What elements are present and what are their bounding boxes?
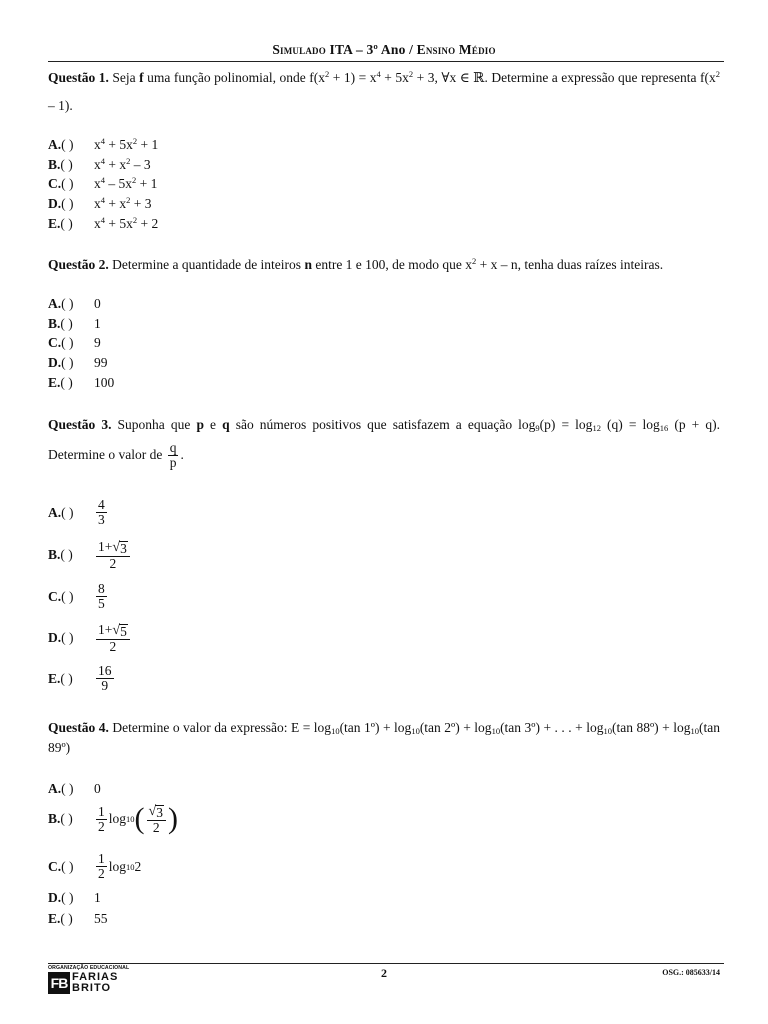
- option-1a[interactable]: A.( ) $x^4 + 5x^2 + 1$: [48, 135, 159, 152]
- option-2b[interactable]: B.( ) 1: [48, 315, 101, 331]
- footer-rule: [48, 963, 724, 964]
- question-2-text: Questão 2. Determine a quantidade de inteiros n entre 1 e 100, de modo que $x^2 + x - n$, tenha duas raízes inteiras.: [48, 256, 664, 272]
- option-2e[interactable]: E.( ) 100: [48, 375, 115, 391]
- question-1-text: Questão 1. Seja f uma função polinomial, onde $f(x^2 + 1) = x^4 + 5x^2 + 3$, ∀x ∈ ℝ. Determine a expressão que representa $f(x^2 - 1)$.: [48, 69, 720, 113]
- page-number: 2: [381, 966, 387, 980]
- question-1-options: [48, 135, 158, 234]
- option-4b[interactable]: B.( ) $\frac{1}{2}$ log 10 ( √ 3 2 ): [48, 802, 178, 836]
- option-1b[interactable]: B.( ) $x^4 + x^2 - 3$: [48, 155, 151, 172]
- header-rule: [48, 61, 724, 62]
- option-3a[interactable]: A.( ) $\frac{4}{3}$: [48, 497, 105, 528]
- fraction-q-over-p: $\frac{q}{p}$: [169, 440, 177, 471]
- osg-code: OSG.: 085633/14: [662, 968, 720, 977]
- page-header-title: Simulado ITA – 3º Ano / Ensino Médio: [272, 42, 496, 57]
- option-4c[interactable]: C.( ) $\frac{1}{2}$ log 10 2: [48, 851, 142, 882]
- question-3-text: Questão 3. Suponha que p e q são números positivos que satisfazem a equação $\log_9(p) = \log_{12} (q) = \log_{16} (p + q)$. Determine o valor de $\frac{q}{p}$ .: [48, 417, 720, 471]
- option-1d[interactable]: D.( ) $x^4 + x^2 + 3$: [48, 195, 152, 212]
- option-3e[interactable]: E.( ) $\frac{16}{9}$: [48, 663, 112, 694]
- option-3c[interactable]: C.( ) $\frac{8}{5}$: [48, 581, 105, 612]
- option-2a[interactable]: A.( ) 0: [48, 295, 101, 311]
- option-3b[interactable]: B.( ) 1+ √ 3 2: [48, 540, 132, 571]
- option-3d[interactable]: D.( ) 1+ √ 5 2: [48, 623, 132, 654]
- option-4e[interactable]: E.( ) 55: [48, 911, 108, 926]
- question-4-text: Questão 4. Determine o valor da expressão: $E = \log_{10}(\tan$ 1º) + $\log_{10}(\tan$ 2º) + $\log_{10}(\tan$ 3º) + . . . + $\log_{10}(\tan$ 88º) + $\log_{10}(\tan$ 89º): [48, 720, 720, 755]
- question-2-options: [48, 294, 114, 393]
- option-2c[interactable]: C.( ) 9: [48, 335, 101, 351]
- option-1e[interactable]: E.( ) $x^4 + 5x^2 + 2$: [48, 215, 159, 232]
- option-2d[interactable]: D.( ) 99: [48, 355, 108, 371]
- logo-mark-icon: FB: [48, 972, 70, 994]
- farias-brito-logo: ORGANIZAÇÃO EDUCACIONAL FB FARIAS BRITO: [48, 965, 130, 994]
- option-4d[interactable]: D.( ) 1: [48, 890, 101, 905]
- option-1c[interactable]: C.( ) $x^4 - 5x^2 + 1$: [48, 175, 158, 192]
- option-4a[interactable]: A.( ) 0: [48, 781, 101, 796]
